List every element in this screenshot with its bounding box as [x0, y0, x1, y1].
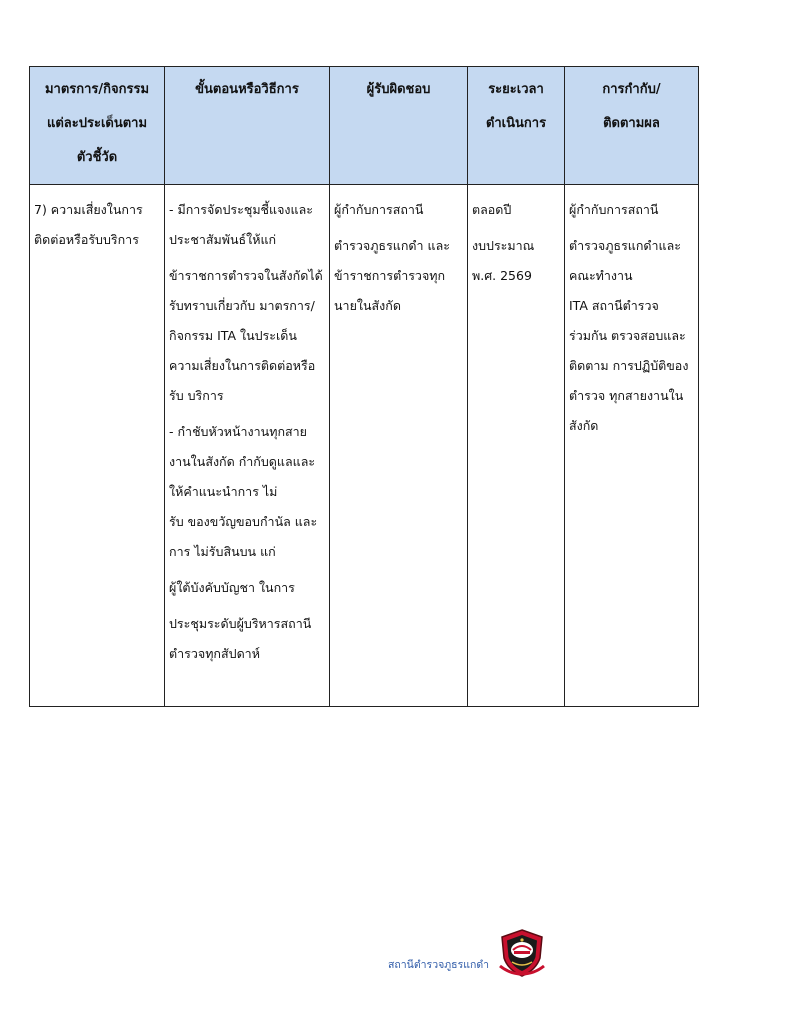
- period-line: พ.ศ. 2569: [472, 268, 532, 283]
- procedure-line: รับ ของขวัญขอบกำนัล และ: [169, 514, 318, 529]
- header-responsible: [330, 67, 468, 185]
- procedure-line: รับทราบเกี่ยวกับ มาตรการ/: [169, 298, 315, 313]
- cell-responsible: [330, 185, 468, 707]
- page-footer: [388, 928, 558, 978]
- header-responsible-line: ผู้รับผิดชอบ: [366, 82, 431, 97]
- procedure-line: ประชุมระดับผู้บริหารสถานี: [169, 616, 312, 631]
- procedure-line: ตำรวจทุกสัปดาห์: [169, 646, 260, 661]
- header-measure-line: แต่ละประเด็นตาม: [46, 116, 148, 131]
- procedure-line: งานในสังกัด กำกับดูแลและ: [169, 454, 316, 469]
- procedure-line: การ ไม่รับสินบน แก่: [169, 544, 276, 559]
- responsible-line: ตำรวจภูธรแกดำ และ: [334, 238, 450, 253]
- header-period: [468, 67, 565, 185]
- header-monitoring-line: การกำกับ/: [602, 82, 661, 97]
- monitoring-line: ผู้กำกับการสถานี: [569, 202, 659, 217]
- procedure-line: กิจกรรม ITA ในประเด็น: [169, 328, 297, 343]
- header-procedure-line: ขั้นตอนหรือวิธีการ: [195, 82, 299, 97]
- monitoring-line: ITA สถานีตำรวจ: [569, 298, 659, 313]
- cell-period: [468, 185, 565, 707]
- cell-monitoring: [565, 185, 699, 707]
- measure-line: ติดต่อหรือรับบริการ: [34, 232, 139, 247]
- cell-measure: [30, 185, 165, 707]
- procedure-line: - มีการจัดประชุมชี้แจงและ: [169, 202, 313, 217]
- monitoring-line: ตำรวจ ทุกสายงานใน: [569, 388, 684, 403]
- monitoring-line: สังกัด: [569, 418, 599, 433]
- header-monitoring-line: ติดตามผล: [603, 116, 660, 131]
- monitoring-line: ร่วมกัน ตรวจสอบและ: [569, 328, 686, 343]
- header-measure-line: มาตรการ/กิจกรรม: [44, 82, 150, 97]
- table-row: [30, 185, 699, 707]
- responsible-line: ผู้กำกับการสถานี: [334, 202, 424, 217]
- header-period-line: ดำเนินการ: [485, 116, 547, 131]
- header-period-line: ระยะเวลา: [488, 82, 544, 97]
- monitoring-line: คณะทำงาน: [569, 268, 633, 283]
- procedure-line: ประชาสัมพันธ์ให้แก่: [169, 232, 277, 247]
- procedure-line: ความเสี่ยงในการติดต่อหรือ: [169, 358, 316, 373]
- table-header-row: [30, 67, 699, 185]
- ita-measures-table: [29, 66, 699, 707]
- procedure-line: ข้าราชการตำรวจในสังกัดได้: [169, 268, 323, 283]
- station-name: สถานีตำรวจภูธรแกดำ: [388, 959, 490, 971]
- responsible-line: ข้าราชการตำรวจทุก: [334, 268, 446, 283]
- police-station-emblem-icon: [496, 928, 548, 978]
- header-monitoring: [565, 67, 699, 185]
- header-procedure: [165, 67, 330, 185]
- procedure-line: ผู้ใต้บังคับบัญชา ในการ: [169, 580, 295, 595]
- period-line: ตลอดปี: [472, 202, 512, 217]
- measure-line: 7) ความเสี่ยงในการ: [34, 202, 143, 217]
- monitoring-line: ตำรวจภูธรแกดำและ: [569, 238, 681, 253]
- header-measure-line: ตัวชี้วัด: [76, 150, 118, 165]
- procedure-line: ให้คำแนะนำการ ไม่: [169, 484, 278, 499]
- responsible-line: นายในสังกัด: [334, 298, 401, 313]
- cell-procedure: [165, 185, 330, 707]
- header-measure: [30, 67, 165, 185]
- procedure-line: - กำชับหัวหน้างานทุกสาย: [169, 424, 308, 439]
- monitoring-line: ติดตาม การปฏิบัติของ: [569, 358, 689, 373]
- procedure-line: รับ บริการ: [169, 388, 224, 403]
- period-line: งบประมาณ: [472, 238, 535, 253]
